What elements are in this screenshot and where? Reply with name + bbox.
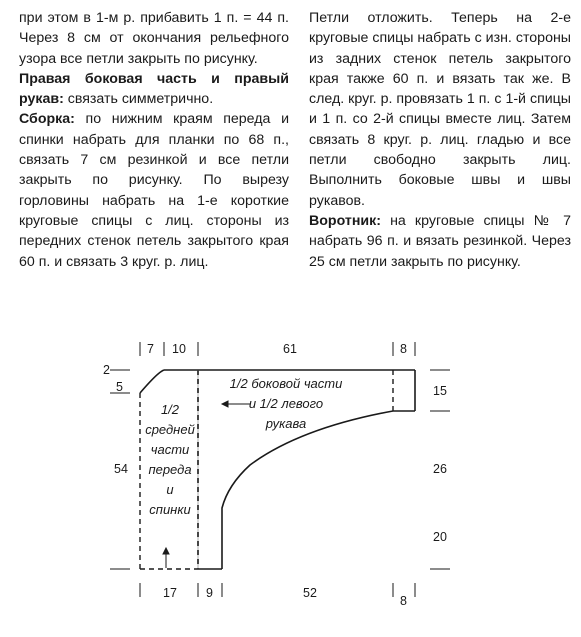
paragraph-assembly xyxy=(19,109,289,271)
paragraph-start: при этом в 1-м р. прибавить 1 п. = 44 п. Через 8 см от окончания рельефного узора все петли закрыть по рисунку. xyxy=(19,10,289,67)
right-text-column xyxy=(309,8,571,272)
heading-collar: Воротник: xyxy=(309,212,381,229)
collar-text: на круговые спицы № 7 набрать 96 п. и вязать резинкой. Через 25 см петли закрыть по рисунку. xyxy=(309,212,571,270)
dim-bottom-52: 52 xyxy=(303,586,317,600)
paragraph-continue: Петли отложить. Теперь на 2-е круговые спицы набрать с изн. стороны из задних стенок петель закрытого края также 60 п. и вязать так же. В след. круг. р. провязать 1 п. с 1-й спицы и 1 п. со 2-й спицы вместе лиц. Затем связать 8 круг. р. лиц. гладью и все петли свободно закрыть лиц. Выполнить боковые швы и швы рукавов. xyxy=(309,10,571,209)
dim-left-54: 54 xyxy=(114,462,128,476)
dim-right-15: 15 xyxy=(433,384,447,398)
dim-bottom-9: 9 xyxy=(206,586,213,600)
heading-assembly: Сборка: xyxy=(19,111,75,128)
dim-right-20: 20 xyxy=(433,530,447,544)
dim-top-7: 7 xyxy=(147,342,154,356)
dim-bottom-17: 17 xyxy=(163,586,177,600)
dim-top-8: 8 xyxy=(400,342,407,356)
center-label-line-3: части xyxy=(150,442,190,457)
dim-right-26: 26 xyxy=(433,462,447,476)
center-part-label xyxy=(145,402,195,517)
left-text-column xyxy=(19,8,289,272)
dim-bottom-8: 8 xyxy=(400,594,407,608)
dim-top-61: 61 xyxy=(283,342,297,356)
center-label-line-2: средней xyxy=(145,422,195,437)
assembly-text: по нижним краям переда и спинки набрать для планки по 68 п., связать 7 см резинкой и все петли закрыть по рисунку. По вырезу горловины набрать на 1-е короткие круговые спицы с лиц. стороны из передних стенок петель закрытого края 60 п. и связать 3 круг. р. лиц. xyxy=(19,111,289,270)
center-label-line-6: спинки xyxy=(149,502,191,517)
knitting-pattern-diagram xyxy=(0,330,581,637)
dim-left-2: 2 xyxy=(103,363,110,377)
dim-top-10: 10 xyxy=(172,342,186,356)
side-label-line-2: и 1/2 левого xyxy=(248,396,324,411)
center-label-line-4: переда xyxy=(148,462,192,477)
heading-right-side: Правая боковая часть и правый рукав: xyxy=(19,70,289,108)
right-side-text: связать симметрично. xyxy=(63,91,214,108)
center-label-line-1: 1/2 xyxy=(160,402,180,417)
side-label-line-3: рукава xyxy=(265,416,307,431)
dim-left-5: 5 xyxy=(116,380,123,394)
paragraph-collar xyxy=(309,211,571,272)
center-label-line-5: и xyxy=(166,482,174,497)
paragraph-right-side xyxy=(19,69,289,110)
bottom-dimension-ticks xyxy=(140,583,415,597)
side-label-line-1: 1/2 боковой части xyxy=(229,376,343,391)
